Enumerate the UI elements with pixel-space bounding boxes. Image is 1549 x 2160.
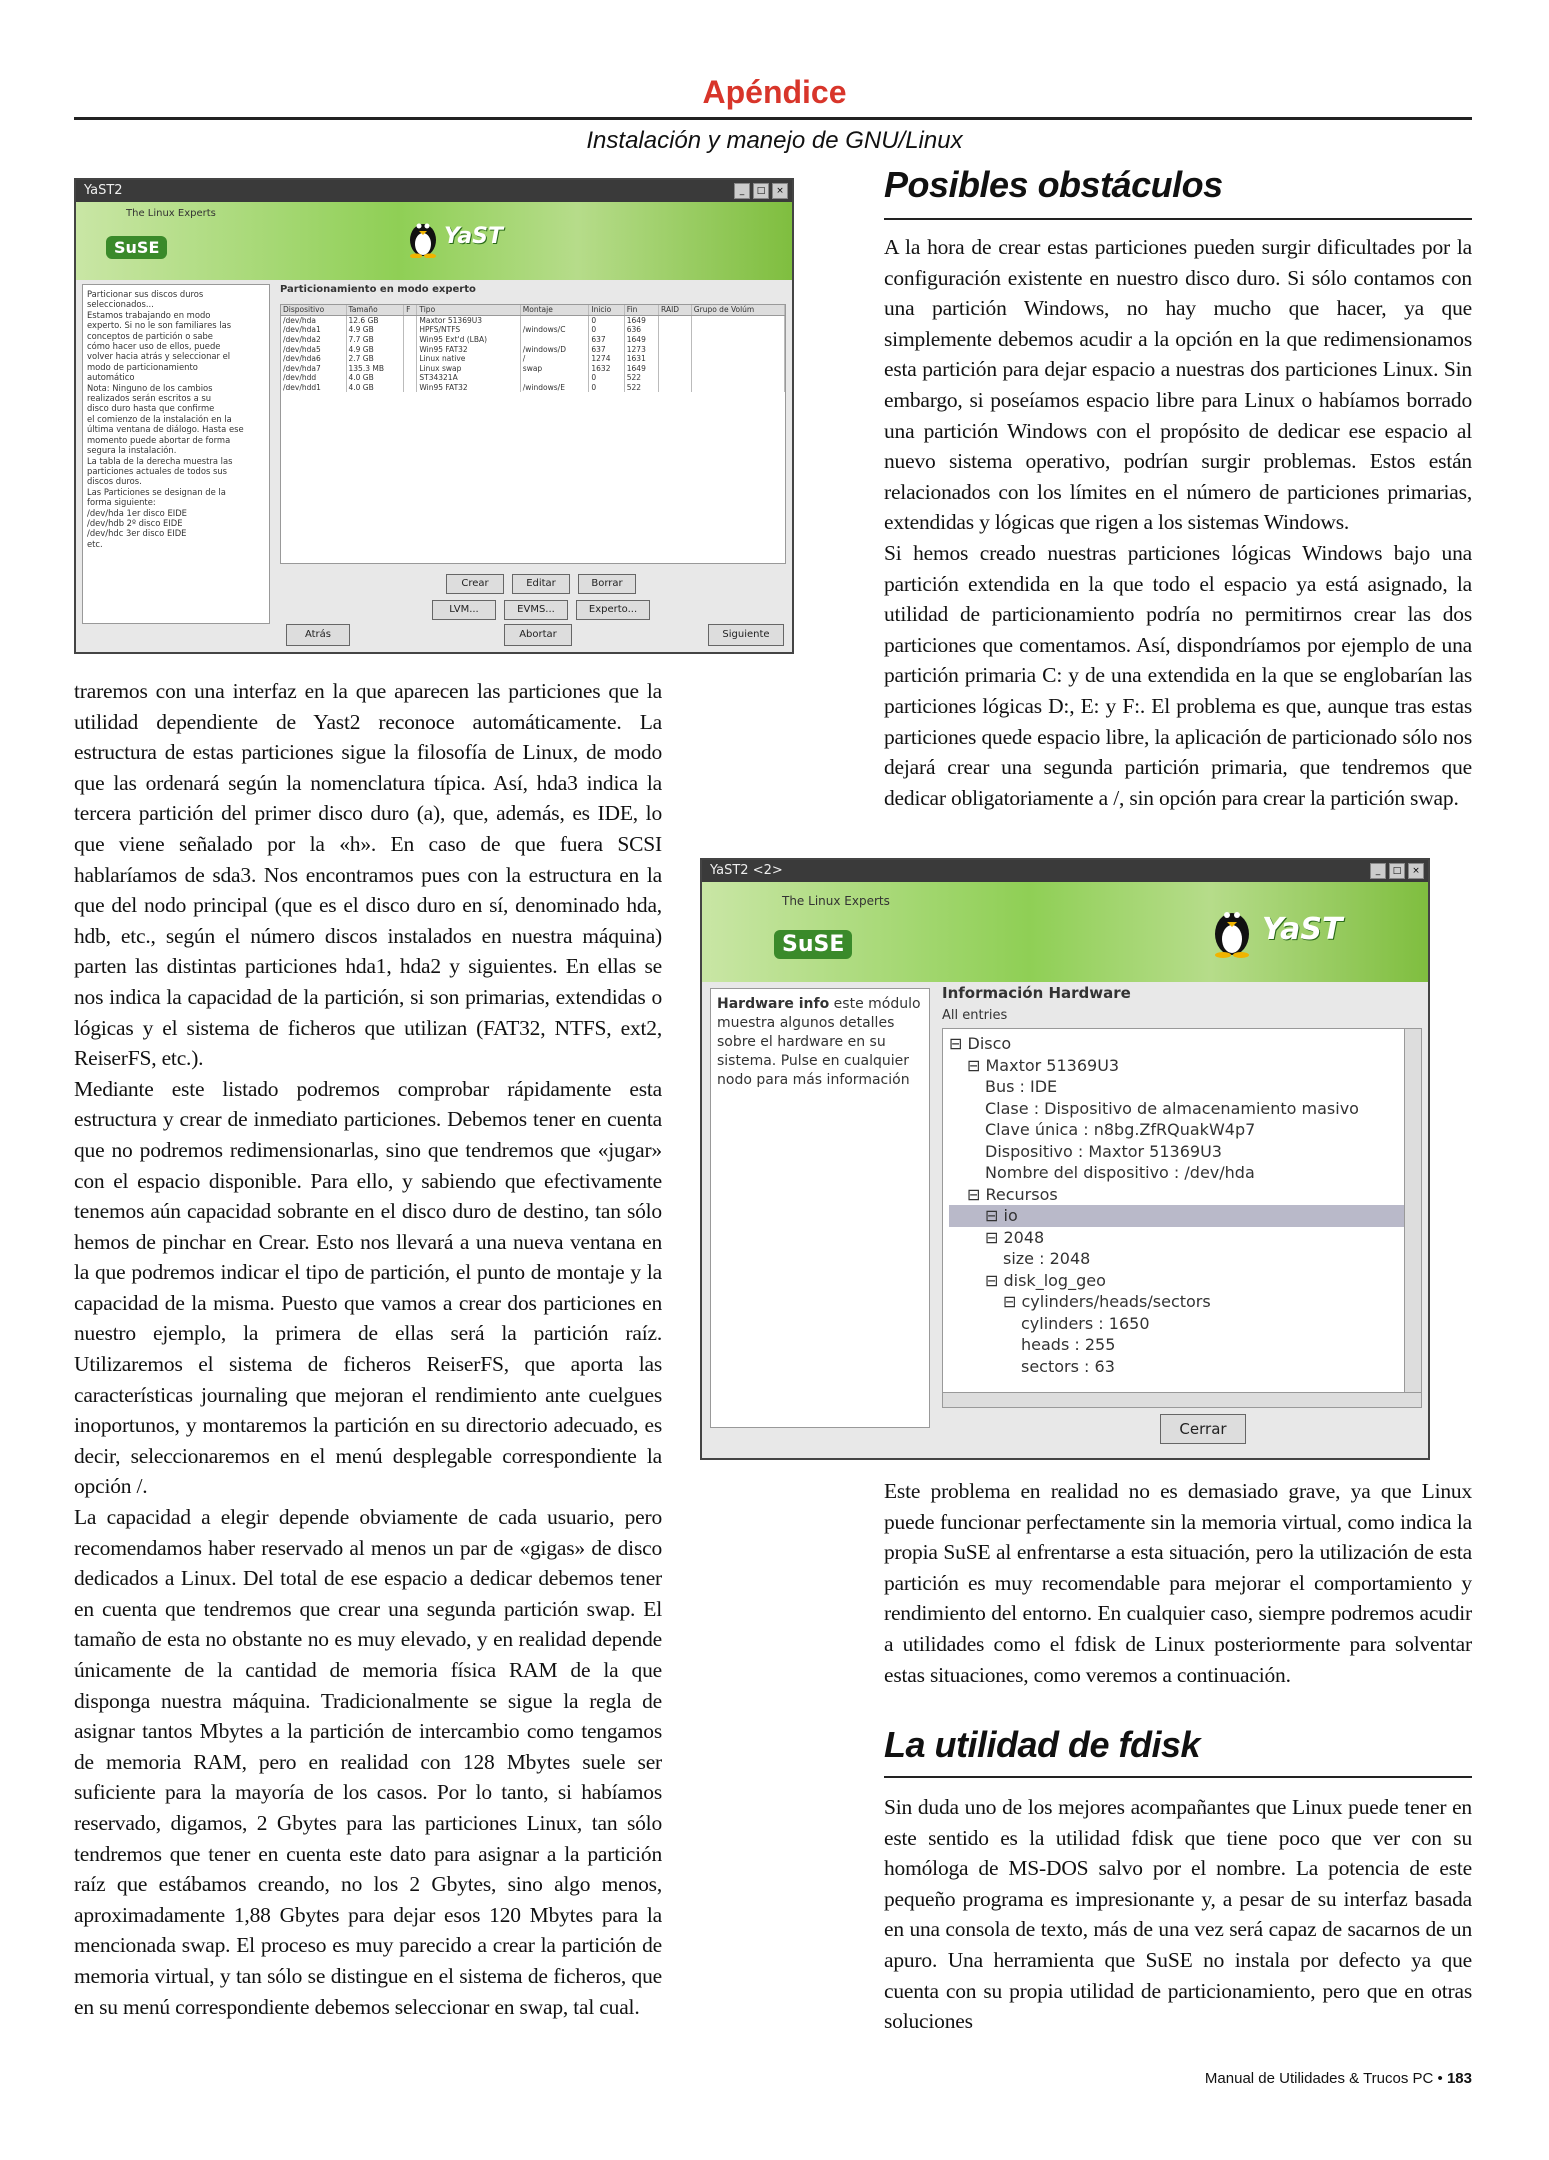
column-header[interactable]: Inicio [589, 305, 624, 315]
lvm-button[interactable]: LVM... [432, 600, 496, 620]
table-cell [691, 344, 784, 354]
column-header[interactable]: Tipo [417, 305, 520, 315]
close-button[interactable]: Cerrar [1160, 1414, 1246, 1444]
table-cell [659, 354, 692, 364]
column-header[interactable]: Montaje [520, 305, 589, 315]
column-header[interactable]: Tamaño [346, 305, 404, 315]
right-column-section2 [884, 1792, 1472, 2037]
left-column-text [74, 676, 662, 2022]
table-row[interactable] [281, 364, 785, 374]
section-subtitle: Instalación y manejo de GNU/Linux [586, 127, 963, 154]
window-title: YaST2 <2> [710, 863, 783, 878]
column-header[interactable]: Fin [624, 305, 658, 315]
help-line: La tabla de la derecha muestra las [87, 455, 233, 466]
table-cell: 4.0 GB [346, 383, 404, 393]
tree-node[interactable]: Nombre del dispositivo : /dev/hda [985, 1163, 1255, 1182]
table-cell: 12.6 GB [346, 315, 404, 325]
panel-subtitle: All entries [942, 1008, 1008, 1023]
table-cell: 1632 [589, 364, 624, 374]
tree-node[interactable]: cylinders : 1650 [1021, 1313, 1150, 1333]
header-rule [74, 117, 1472, 120]
table-cell [404, 354, 417, 364]
tree-node[interactable]: Dispositivo : Maxtor 51369U3 [985, 1141, 1222, 1161]
help-line: experto. Si no le son familiares las [87, 320, 232, 331]
vertical-scrollbar[interactable] [1404, 1029, 1421, 1407]
table-row[interactable] [281, 325, 785, 335]
right-column-section1b [884, 1476, 1472, 1690]
help-line: /dev/hdc 3er disco EIDE [87, 528, 187, 539]
table-row[interactable] [281, 354, 785, 364]
table-cell [659, 325, 692, 335]
table-cell [691, 325, 784, 335]
table-cell [691, 315, 784, 325]
table-cell: 4.9 GB [346, 325, 404, 335]
table-cell: /dev/hdd1 [281, 383, 346, 393]
help-title: Hardware info [717, 996, 830, 1012]
panel-title: Particionamiento en modo experto [280, 284, 476, 295]
horizontal-scrollbar[interactable] [943, 1392, 1421, 1407]
tree-node[interactable]: ⊟ 2048 [985, 1227, 1045, 1247]
table-cell: 4.0 GB [346, 373, 404, 383]
help-line: última ventana de diálogo. Hasta ese [87, 424, 244, 435]
tree-node[interactable]: Bus : IDE [985, 1077, 1058, 1096]
table-cell: Win95 FAT32 [417, 383, 520, 393]
paragraph: traremos con una interfaz en la que aparecen las particiones que la utilidad dependiente de Yast2 reconoce automáticamente. La estructura de estas particiones sigue la filosofía de Linux, de modo que las ordenará según la nomenclatura típica. Así, hda3 indica la tercera partición del primer disco duro (a), que, además, es IDE, lo que viene señalado por la «h». En caso de que fuera SCSI hablaríamos de sda3. Nos encontramos pues con la estructura en la que del nodo principal (que es el disco duro en sí, denominado hda, hdb, etc., según el número discos instalados en nuestra máquina) parten las distintas particiones hda1, hda2 y siguientes. En ellas se nos indica la capacidad de la partición, si son primarias, extendidas o lógicas y el sistema de ficheros que utilizan (FAT32, NTFS, ext2, ReiserFS, etc.). [74, 679, 662, 1071]
table-cell: ST34321A [417, 373, 520, 383]
table-cell [691, 383, 784, 393]
suse-banner [702, 882, 1428, 982]
table-cell [691, 373, 784, 383]
table-cell: /dev/hda6 [281, 354, 346, 364]
help-line: Las Particiones se designan de la [87, 486, 226, 497]
column-header[interactable]: F [404, 305, 417, 315]
table-cell: /dev/hda1 [281, 325, 346, 335]
tree-node[interactable]: ⊟ disk_log_geo [985, 1270, 1106, 1290]
tree-node[interactable]: sectors : 63 [1021, 1356, 1115, 1376]
suse-logo: SuSE [106, 236, 167, 259]
next-button[interactable]: Siguiente [708, 624, 784, 646]
table-cell [659, 383, 692, 393]
table-cell: 1649 [624, 315, 658, 325]
tree-node[interactable]: Clave única : n8bg.ZfRQuakW4p7 [985, 1120, 1256, 1139]
table-cell [659, 364, 692, 374]
help-line: seleccionados... [87, 299, 154, 310]
table-cell: /dev/hda5 [281, 344, 346, 354]
page-number: 183 [1446, 2070, 1472, 2087]
close-icon[interactable]: × [1408, 863, 1424, 879]
paragraph: Este problema en realidad no es demasiado grave, ya que Linux puede funcionar perfectamente sin la memoria virtual, como indica la propia SuSE al enfrentarse a esta situación, pero la utilización de esta partición es muy recomendable para mejorar el comportamiento y rendimiento del entorno. En cualquier caso, siempre podremos acudir a utilidades como el fdisk de Linux posteriormente para solventar estas situaciones, como veremos a continuación. [884, 1479, 1472, 1687]
table-row[interactable] [281, 315, 785, 325]
tree-node[interactable]: ⊟ io [949, 1205, 1421, 1227]
table-cell: /dev/hda [281, 315, 346, 325]
table-cell: Linux native [417, 354, 520, 364]
table-cell: /dev/hda7 [281, 364, 346, 374]
tree-container [943, 1029, 1421, 1377]
table-cell: Linux swap [417, 364, 520, 374]
yast-partitioner-screenshot [74, 178, 794, 654]
table-cell: 4.9 GB [346, 344, 404, 354]
help-line: Particionar sus discos duros [87, 289, 204, 299]
table-cell: 522 [624, 383, 658, 393]
help-line: particiones actuales de todos sus [87, 465, 228, 476]
help-line: el comienzo de la instalación en la [87, 413, 232, 424]
help-line: Estamos trabajando en modo [87, 309, 211, 320]
table-cell: HPFS/NTFS [417, 325, 520, 335]
table-cell [659, 315, 692, 325]
table-cell: 1631 [624, 354, 658, 364]
help-line: conceptos de partición o sabe [87, 330, 213, 341]
paragraph: Mediante este listado podremos comprobar rápidamente esta estructura y crear de inmediato particiones. Debemos tener en cuenta que no podremos redimensionarlas, sino que tendremos que «jugar» con el espacio disponible. Para ello, y sabiendo que efectivamente tenemos aún capacidad sobrante en el disco duro de destino, tan sólo hemos de pinchar en Crear. Esto nos llevará a una nueva ventana en la que podremos indicar el tipo de partición, el punto de montaje y la capacidad de la misma. Puesto que vamos a crear dos particiones en nuestro ejemplo, la primera de ellas será la partición raíz. Utilizaremos el sistema de ficheros ReiserFS, que aporta las características journaling que mejoran el rendimiento ante cuelgues inoportunos, y montaremos la partición en su directorio adecuado, es decir, seleccionaremos en el menú desplegable correspondiente la opción /. [74, 1076, 662, 1499]
table-cell: 0 [589, 315, 624, 325]
table-cell [659, 373, 692, 383]
table-cell [404, 364, 417, 374]
page-footer [1205, 2070, 1472, 2087]
table-cell: Win95 FAT32 [417, 344, 520, 354]
table-cell: 0 [589, 325, 624, 335]
table-cell: 135.3 MB [346, 364, 404, 374]
table-cell: 637 [589, 335, 624, 345]
tree-node[interactable]: ⊟ Disco [949, 1034, 1012, 1053]
partition-table[interactable] [280, 304, 786, 564]
window-titlebar [76, 180, 792, 202]
table-cell [404, 315, 417, 325]
table-cell [520, 373, 589, 383]
window-title: YaST2 [84, 183, 123, 198]
minimize-icon[interactable]: _ [734, 183, 750, 199]
table-cell: 0 [589, 373, 624, 383]
create-button[interactable]: Crear [446, 574, 504, 594]
table-cell: 522 [624, 373, 658, 383]
column-header[interactable]: Dispositivo [281, 305, 346, 315]
help-line: volver hacia atrás y seleccionar el [87, 351, 231, 362]
help-line: /dev/hdb 2º disco EIDE [87, 517, 183, 528]
table-cell [520, 335, 589, 345]
table-cell: 636 [624, 325, 658, 335]
table-cell: /dev/hdd [281, 373, 346, 383]
tree-node[interactable]: heads : 255 [1021, 1335, 1116, 1354]
table-cell: 637 [589, 344, 624, 354]
close-icon[interactable]: × [772, 183, 788, 199]
paragraph: Sin duda uno de los mejores acompañantes que Linux puede tener en este sentido es la utilidad fdisk que tiene poco que ver con su homóloga de MS-DOS salvo por el nombre. La potencia de este pequeño programa es impresionante y, a pesar de su interfaz basada en una consola de texto, más de una vez será capaz de sacarnos de un apuro. Una herramienta que SuSE no instala por defecto ya que cuenta con su propia utilidad de particionamiento, pero que en otras soluciones [884, 1795, 1472, 2034]
table-cell [691, 335, 784, 345]
table-cell: 1274 [589, 354, 624, 364]
heading-rule [884, 1776, 1472, 1778]
maximize-icon[interactable]: □ [753, 183, 769, 199]
table-cell: 7.7 GB [346, 335, 404, 345]
table-cell: 1649 [624, 364, 658, 374]
table-cell: swap [520, 364, 589, 374]
table-row[interactable] [281, 383, 785, 393]
help-line: etc. [87, 538, 103, 549]
help-line: forma siguiente: [87, 497, 156, 508]
table-row[interactable] [281, 335, 785, 345]
tree-node[interactable]: ⊟ Maxtor 51369U3 [967, 1055, 1120, 1075]
paragraph: A la hora de crear estas particiones pueden surgir dificultades por la configuración existente en nuestro disco duro. Si sólo contamos con una partición Windows, no hay mucho que hacer, ya que simplemente debemos acudir a la opción en la que redimensionamos esta partición para dejar espacio a nuestras dos particiones Linux. Sin embargo, si poseíamos espacio libre para Linux o habíamos borrado una partición Windows con el propósito de dedicar ese espacio al nuevo sistema operativo, podrían surgir problemas. Estos están relacionados con los límites en el número de particiones primarias, extendidas y lógicas que rigen a los sistemas Windows. [884, 235, 1472, 535]
table-cell [404, 344, 417, 354]
tree-node[interactable]: ⊟ Recursos [967, 1184, 1058, 1204]
help-line: segura la instalación. [87, 445, 177, 456]
paragraph: La capacidad a elegir depende obviamente de cada usuario, pero recomendamos haber reservado al menos un par de «gigas» de disco dedicados a Linux. Del total de ese espacio a dedicar debemos tener en cuenta que tendremos que crear una segunda partición swap. El tamaño de esta no obstante no es muy elevado, y en realidad depende únicamente de la cantidad de memoria física RAM de la que disponga nuestra máquina. Tradicionalmente se sigue la regla de asignar tantos Mbytes a la partición de intercambio como tengamos de memoria RAM, pero en realidad con 128 Mbytes suele ser suficiente para la mayoría de los casos. Por lo tanto, si habíamos reservado, digamos, 2 Gbytes para las particiones Linux, tan sólo tendremos que tener en cuenta este dato para asignar a la partición raíz que estábamos creando, no los 2 Gbytes, sino algo menos, aproximadamente 1,88 Gbytes para dejar esos 120 Mbytes para la mencionada swap. El proceso es muy parecido a crear la partición de memoria virtual, y tan sólo se distingue en el sistema de ficheros, que en su menú correspondiente debemos seleccionar en swap, tal cual. [74, 1505, 662, 2019]
section-title: Apéndice [702, 74, 847, 110]
table-cell [520, 315, 589, 325]
yast-hardware-info-screenshot [700, 858, 1430, 1460]
table-cell [404, 373, 417, 383]
brand-tagline: The Linux Experts [782, 894, 890, 908]
tree-node[interactable]: Clase : Dispositivo de almacenamiento masivo [985, 1098, 1359, 1118]
back-button[interactable]: Atrás [286, 624, 350, 646]
heading-posibles-obstaculos: Posibles obstáculos [884, 164, 1223, 205]
table-cell: 2.7 GB [346, 354, 404, 364]
expert-dropdown[interactable]: Experto... [576, 600, 650, 620]
footer-text: Manual de Utilidades & Trucos PC • [1204, 2070, 1443, 2087]
table-cell: 1273 [624, 344, 658, 354]
hardware-tree[interactable] [942, 1028, 1422, 1408]
table-cell [659, 335, 692, 345]
help-panel [710, 988, 930, 1428]
tree-node[interactable]: size : 2048 [1003, 1249, 1091, 1268]
help-text: este módulo muestra algunos detalles sobre el hardware en su sistema. Pulse en cualquier nodo para más información [717, 996, 921, 1088]
evms-dropdown[interactable]: EVMS... [504, 600, 568, 620]
help-line: momento puede abortar de forma [87, 434, 231, 445]
table-cell: /windows/D [520, 344, 589, 354]
column-header[interactable]: RAID [659, 305, 692, 315]
table-cell [659, 344, 692, 354]
table-cell [404, 335, 417, 345]
table-row[interactable] [281, 344, 785, 354]
brand-tagline: The Linux Experts [126, 208, 216, 219]
help-line: Nota: Ninguno de los cambios [87, 382, 213, 393]
panel-title: Información Hardware [942, 984, 1131, 1002]
table-cell [691, 364, 784, 374]
tree-node[interactable]: ⊟ cylinders/heads/sectors [1003, 1292, 1211, 1311]
yast-logo: YaST [444, 224, 504, 249]
table-cell: 0 [589, 383, 624, 393]
suse-banner [76, 202, 792, 280]
table-cell: /windows/C [520, 325, 589, 335]
edit-button[interactable]: Editar [512, 574, 570, 594]
abort-button[interactable]: Abortar [504, 624, 572, 646]
tux-penguin-icon [1210, 900, 1254, 958]
paragraph: Si hemos creado nuestras particiones lógicas Windows bajo una partición extendida en la que todo el espacio ya está asignado, la utilidad de particionamiento podría no permitirnos crear las dos particiones que comentamos. Así, dispondríamos por ejemplo de una partición primaria C: y de una extendida en la que se englobarían las particiones lógicas D:, E: y F:. El problema es que, aunque tras estas particiones quede espacio libre, la aplicación de particionado sólo nos dejará crear una segunda partición primaria, que tendremos que dedicar obligatoriamente a /, sin opción para crear la partición swap. [884, 540, 1472, 810]
table-cell [404, 383, 417, 393]
table-row[interactable] [281, 373, 785, 383]
table-cell: /dev/hda2 [281, 335, 346, 345]
column-header[interactable]: Grupo de Volúm [691, 305, 784, 315]
window-titlebar [702, 860, 1428, 882]
maximize-icon[interactable]: □ [1389, 863, 1405, 879]
help-panel [82, 284, 270, 624]
tux-penguin-icon [406, 214, 440, 258]
help-line: /dev/hda 1er disco EIDE [87, 507, 187, 518]
help-line: discos duros. [87, 476, 142, 487]
right-column-section1 [884, 232, 1472, 813]
minimize-icon[interactable]: _ [1370, 863, 1386, 879]
help-line: realizados serán escritos a su [87, 393, 212, 404]
delete-button[interactable]: Borrar [578, 574, 636, 594]
table-cell: /windows/E [520, 383, 589, 393]
heading-rule [884, 218, 1472, 220]
yast-logo: YaST [1262, 912, 1343, 947]
table-cell [691, 354, 784, 364]
heading-utilidad-fdisk: La utilidad de fdisk [884, 1724, 1201, 1765]
help-line: disco duro hasta que confirme [87, 403, 215, 414]
help-line: cómo hacer uso de ellos, puede [87, 341, 221, 352]
help-text [87, 289, 265, 549]
suse-logo: SuSE [774, 930, 852, 959]
help-line: modo de particionamiento [87, 361, 198, 372]
table-cell [404, 325, 417, 335]
table-cell: / [520, 354, 589, 364]
table-cell: Maxtor 51369U3 [417, 315, 520, 325]
table-cell: Win95 Ext'd (LBA) [417, 335, 520, 345]
table-cell: 1649 [624, 335, 658, 345]
help-line: automático [87, 372, 135, 383]
